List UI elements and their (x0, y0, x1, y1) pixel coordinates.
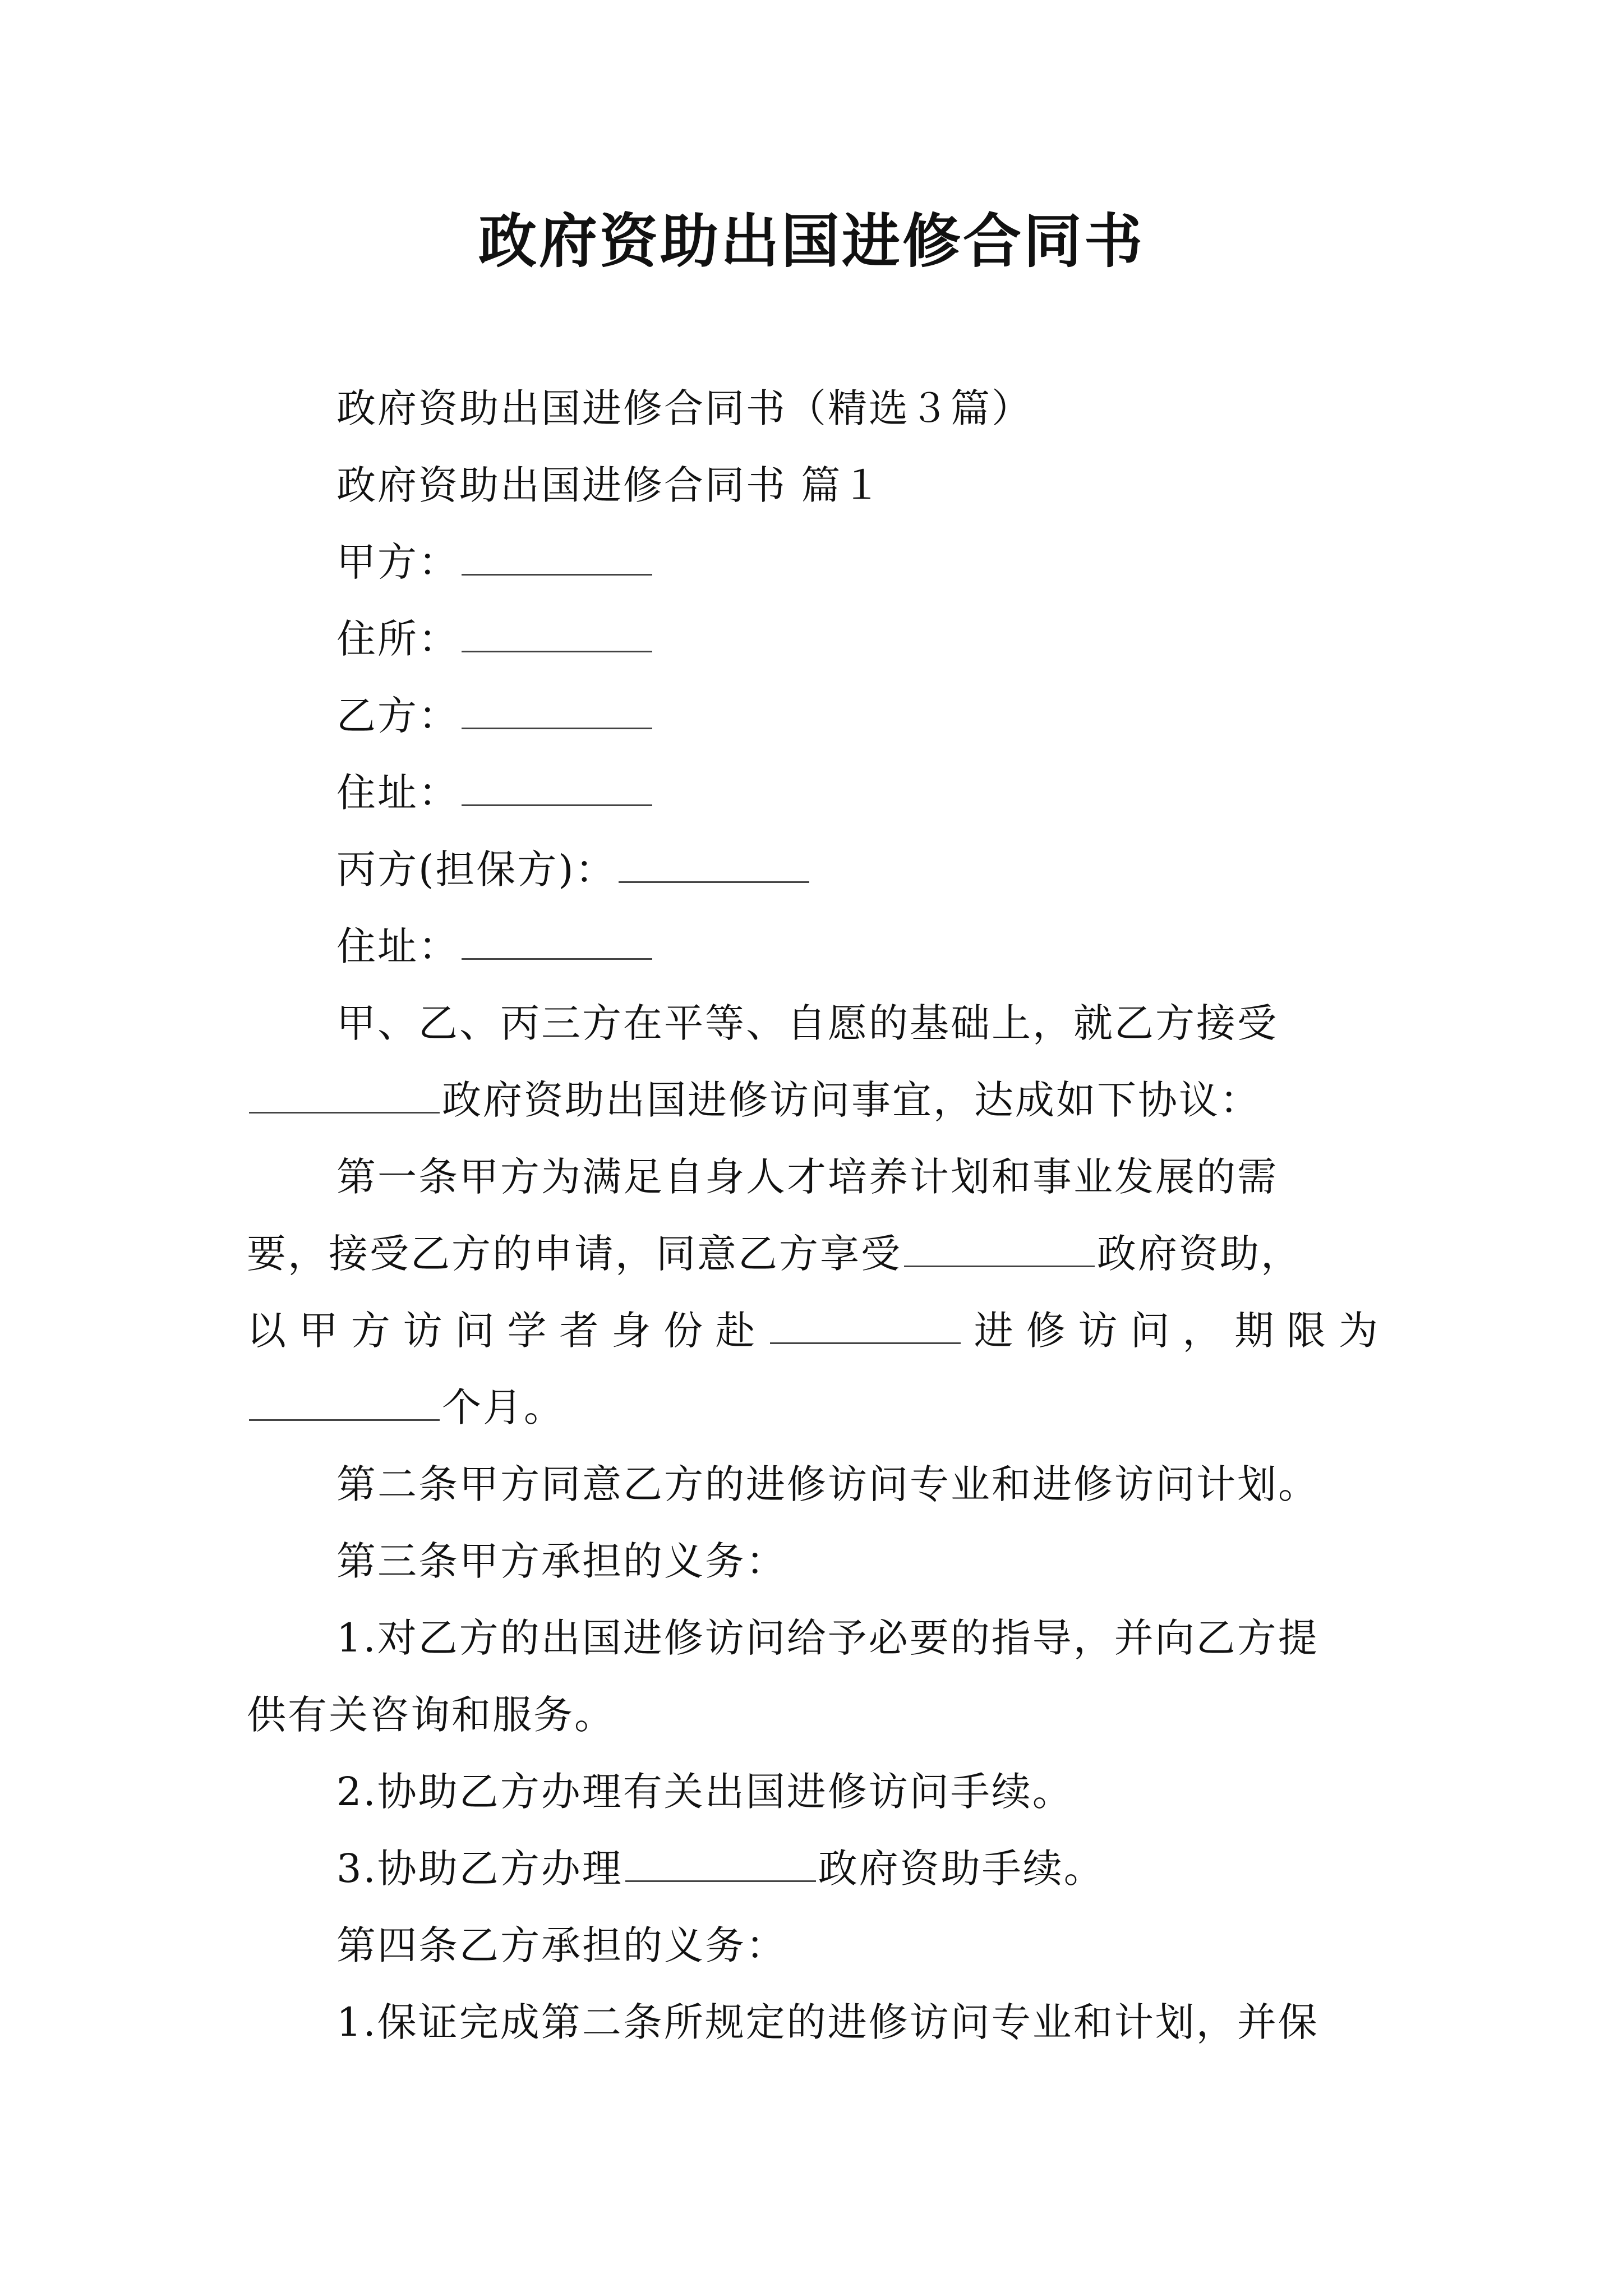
party-b-address-line (247, 754, 1380, 831)
intro-line-2-text: 政府资助出国进修访问事宜，达成如下协议： (442, 1077, 1261, 1123)
party-b-address-label: 住址： (336, 770, 459, 816)
party-c-label: 丙方(担保方)： (336, 846, 616, 892)
party-c-address-blank (462, 927, 652, 960)
article-1-blank-1 (904, 1234, 1095, 1267)
party-a-line (247, 524, 1380, 601)
party-c-line (247, 831, 1380, 908)
article-1-line-4 (247, 1369, 1380, 1446)
party-b-line (247, 678, 1380, 754)
article-3-item-3 (247, 1830, 1380, 1907)
party-b-blank (462, 696, 652, 729)
article-2: 第二条甲方同意乙方的进修访问专业和进修访问计划。 (336, 1461, 1319, 1507)
article-1-line-2-text-b: 政府资助， (1097, 1231, 1302, 1277)
document-subtitle: 政府资助出国进修合同书（精选３篇） (336, 385, 1032, 431)
party-a-address-line (247, 601, 1380, 678)
article-3-item-3-blank (625, 1849, 816, 1882)
article-1-blank-3 (249, 1388, 440, 1421)
article-1-line-3 (247, 1292, 1380, 1369)
article-1-line-1: 第一条甲方为满足自身人才培养计划和事业发展的需 (336, 1154, 1278, 1200)
document-body (247, 370, 1380, 2061)
party-a-blank (462, 542, 652, 576)
party-c-address-label: 住址： (336, 923, 459, 969)
article-1-line-3-text-b: 进修访问，期限为 (962, 1308, 1380, 1354)
article-4-item-1-line-1: 1.保证完成第二条所规定的进修访问专业和计划，并保 (336, 1999, 1319, 2045)
article-3-item-2: 2.协助乙方办理有关出国进修访问手续。 (336, 1769, 1073, 1815)
document-title: 政府资助出国进修合同书 (478, 207, 1145, 275)
party-c-blank (619, 850, 809, 883)
article-1-line-4-text: 个月。 (442, 1384, 565, 1430)
article-1-line-2 (247, 1216, 1380, 1292)
article-4-heading: 第四条乙方承担的义务： (336, 1922, 787, 1968)
intro-line-2 (247, 1062, 1380, 1139)
article-3-item-3-text-b: 政府资助手续。 (818, 1846, 1105, 1892)
article-3-item-1-line-2: 供有关咨询和服务。 (247, 1692, 615, 1738)
section-heading: 政府资助出国进修合同书 篇１ (336, 462, 883, 508)
intro-line-1: 甲、乙、丙三方在平等、自愿的基础上，就乙方接受 (336, 1000, 1278, 1046)
article-3-heading: 第三条甲方承担的义务： (336, 1538, 787, 1584)
article-1-line-3-text-a: 以甲方访问学者身份赴 (247, 1308, 768, 1354)
article-1-line-2-text-a: 要，接受乙方的申请，同意乙方享受 (247, 1231, 902, 1277)
party-b-address-blank (462, 773, 652, 806)
party-a-address-label: 住所： (336, 616, 459, 662)
party-a-label: 甲方： (336, 539, 459, 585)
party-a-address-blank (462, 619, 652, 652)
article-3-item-3-text-a: 3.协助乙方办理 (336, 1846, 623, 1892)
article-1-blank-2 (770, 1311, 961, 1344)
party-c-address-line (247, 908, 1380, 985)
intro-blank (249, 1080, 440, 1114)
party-b-label: 乙方： (336, 693, 459, 739)
article-3-item-1-line-1: 1.对乙方的出国进修访问给予必要的指导，并向乙方提 (336, 1615, 1319, 1661)
